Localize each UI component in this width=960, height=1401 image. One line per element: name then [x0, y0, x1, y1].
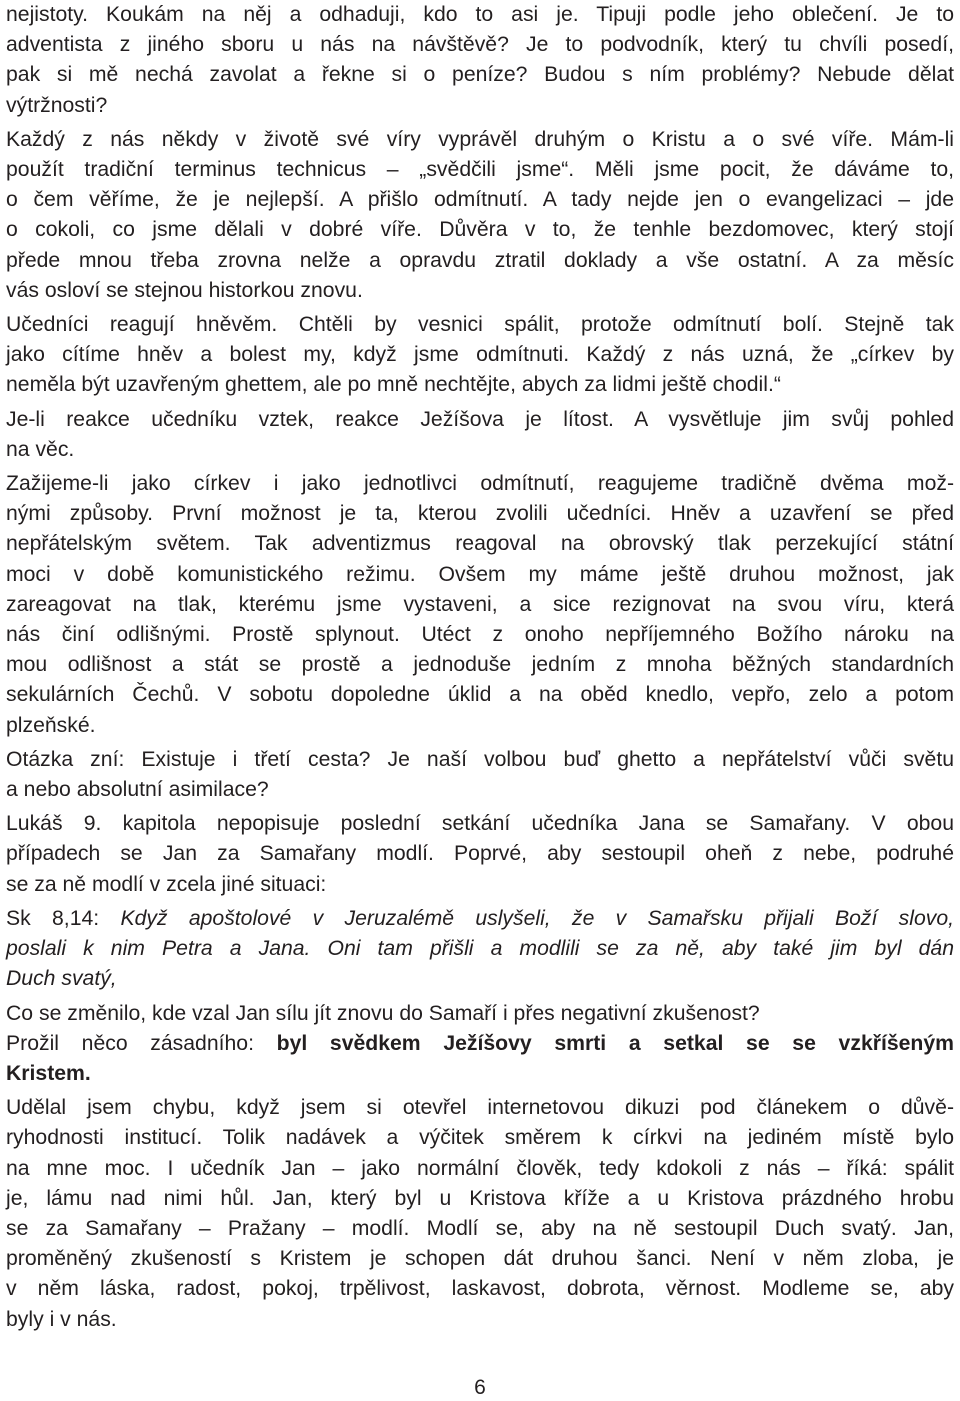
text-line: případech se Jan za Samařany modlí. Poprvé, aby sestoupil oheň z nebe, podruhé: [6, 842, 954, 866]
text-line: adventista z jiného sboru u nás na návštěvě? Je to podvodník, který tu chvíli posedí,: [6, 33, 954, 57]
text-line: Učedníci reagují hněvěm. Chtěli by vesnici spálit, protože odmítnutí bolí. Stejně tak: [6, 313, 954, 337]
document-page: [6, 0, 954, 1339]
text-line: a nebo absolutní asimilace?: [6, 778, 269, 802]
text-line: nejistoty. Koukám na něj a odhaduji, kdo to asi je. Tipuji podle jeho oblečení. Je to: [6, 3, 954, 26]
text-line: je, lámu nad nimi hůl. Jan, který byl u Kristova kříže a u Kristova prázdného hrobu: [6, 1186, 954, 1210]
text-line: [6, 1029, 954, 1059]
text-line: pak si mě nechá zavolat a řekne si o peníze? Budou s ním problémy? Nebude dělat: [6, 63, 954, 87]
text-line: výtržnosti?: [6, 93, 108, 117]
scripture-quote: [6, 904, 954, 995]
text-line: ryhodnosti institucí. Tolik nadávek a výčitek směrem k církvi na jediném místě bylo: [6, 1126, 954, 1150]
text-line: [6, 1059, 954, 1089]
text-line: proměněný zkušeností s Kristem je schopen dát druhou šanci. Není v něm zloba, je: [6, 1247, 954, 1271]
text-line: nás činí odlišnými. Prostě splynout. Utéct z onoho nepříjemného Božího nároku na: [6, 623, 954, 647]
text-line: v něm láska, radost, pokoj, trpělivost, laskavost, dobrota, věrnost. Modleme se, aby: [6, 1277, 954, 1301]
text-line: nepřátelským světem. Tak adventizmus reagoval na obrovský tlak perzekující státní: [6, 532, 954, 556]
text-line: neměla být uzavřeným ghettem, ale po mně nechtějte, abych za lidmi ještě chodil.“: [6, 373, 781, 397]
text-line: nými způsoby. První možnost je ta, kterou zvolili učedníci. Hněv a uzavření se před: [6, 502, 954, 526]
bold-text: Kristem.: [6, 1061, 91, 1085]
text-line: Zažijeme-li jako církev i jako jednotlivci odmítnutí, reagujeme tradičně dvěma mož-: [6, 472, 954, 496]
text-line: Je-li reakce učedníku vztek, reakce Ježíšova je lítost. A vysvětluje jim svůj pohled: [6, 407, 954, 431]
quote-text: poslali k nim Petra a Jana. Oni tam přišli a modlili se za ně, aby také jim byl dán: [6, 937, 954, 961]
text-line: Každý z nás někdy v životě své víry vyprávěl druhým o Kristu a o své víře. Mám-li: [6, 127, 954, 151]
text-line: [6, 934, 954, 964]
text-line: zareagovat na tlak, kterému jsme vystaveni, a sice rezignovat na svou víru, která: [6, 592, 954, 616]
text-line: přede mnou třeba zrovna nelže a opravdu ztratil doklady a vše ostatní. A za měsíc: [6, 248, 954, 272]
text-line: na věc.: [6, 437, 75, 461]
paragraph-6: [6, 745, 954, 805]
text-line: se za ně modlí v zcela jiné situaci:: [6, 872, 327, 896]
text-line: Udělal jsem chybu, když jsem si otevřel internetovou dikuzi pod článekem o důvě-: [6, 1096, 954, 1120]
text-line: Otázka zní: Existuje i třetí cesta? Je naší volbou buď ghetto a nepřátelství vůči světu: [6, 747, 954, 771]
text-line: moci v době komunistického režimu. Ovšem my máme ještě druhou možnost, jak: [6, 562, 954, 586]
text-line: Co se změnilo, kde vzal Jan sílu jít znovu do Samaří i přes negativní zkušenost?: [6, 1001, 760, 1025]
bold-text: byl svědkem Ježíšovy smrti a setkal se se vzkříšeným: [276, 1031, 954, 1055]
text-line: mou odlišnost a stát se prostě a jednoduše jedním z mnoha běžných standardních: [6, 653, 954, 677]
text-line: sekulárních Čechů. V sobotu dopoledne úklid a na oběd knedlo, vepřo, zelo a potom: [6, 683, 954, 707]
text-line: vás osloví se stejnou historkou znovu.: [6, 278, 363, 302]
text-line: [6, 964, 954, 994]
quote-text: Duch svatý,: [6, 967, 117, 991]
lead-text: Prožil něco zásadního:: [6, 1031, 277, 1055]
text-line: Lukáš 9. kapitola nepopisuje poslední setkání učedníka Jana se Samařany. V obou: [6, 812, 954, 836]
page-number: 6: [474, 1376, 486, 1399]
paragraph-1: [6, 0, 954, 121]
text-line: o čem věříme, že je nejlepší. A přišlo odmítnutí. A tady nejde jen o evangelizaci – jde: [6, 188, 954, 212]
text-line: použít tradiční terminus technicus – „svědčili jsme“. Měli jsme pocit, že dáváme to,: [6, 158, 954, 182]
paragraph-11: [6, 1093, 954, 1335]
text-line: plzeňské.: [6, 713, 96, 737]
scripture-reference: Sk 8,14:: [6, 906, 100, 930]
paragraph-7: [6, 809, 954, 900]
quote-text: Když apoštolové v Jeruzalémě uslyšeli, že v Samařsku přijali Boží slovo,: [120, 906, 954, 930]
paragraph-4: [6, 405, 954, 465]
paragraph-10: [6, 1029, 954, 1089]
text-line: [6, 904, 954, 934]
paragraph-5: [6, 469, 954, 741]
paragraph-9: [6, 999, 954, 1029]
paragraph-2: [6, 125, 954, 306]
paragraph-3: [6, 310, 954, 401]
text-line: byly i v nás.: [6, 1307, 117, 1331]
text-line: jako cítíme hněv a bolest my, když jsme odmítnuti. Každý z nás uzná, že „církev by: [6, 343, 954, 367]
text-line: na mne moc. I učedník Jan – jako normální člověk, tedy kdokoli z nás – říká: spálit: [6, 1156, 954, 1180]
text-line: o cokoli, co jsme dělali v dobré víře. Důvěra v to, že tenhle bezdomovec, který stojí: [6, 218, 954, 242]
text-line: se za Samařany – Pražany – modlí. Modlí se, aby na ně sestoupil Duch svatý. Jan,: [6, 1216, 954, 1240]
